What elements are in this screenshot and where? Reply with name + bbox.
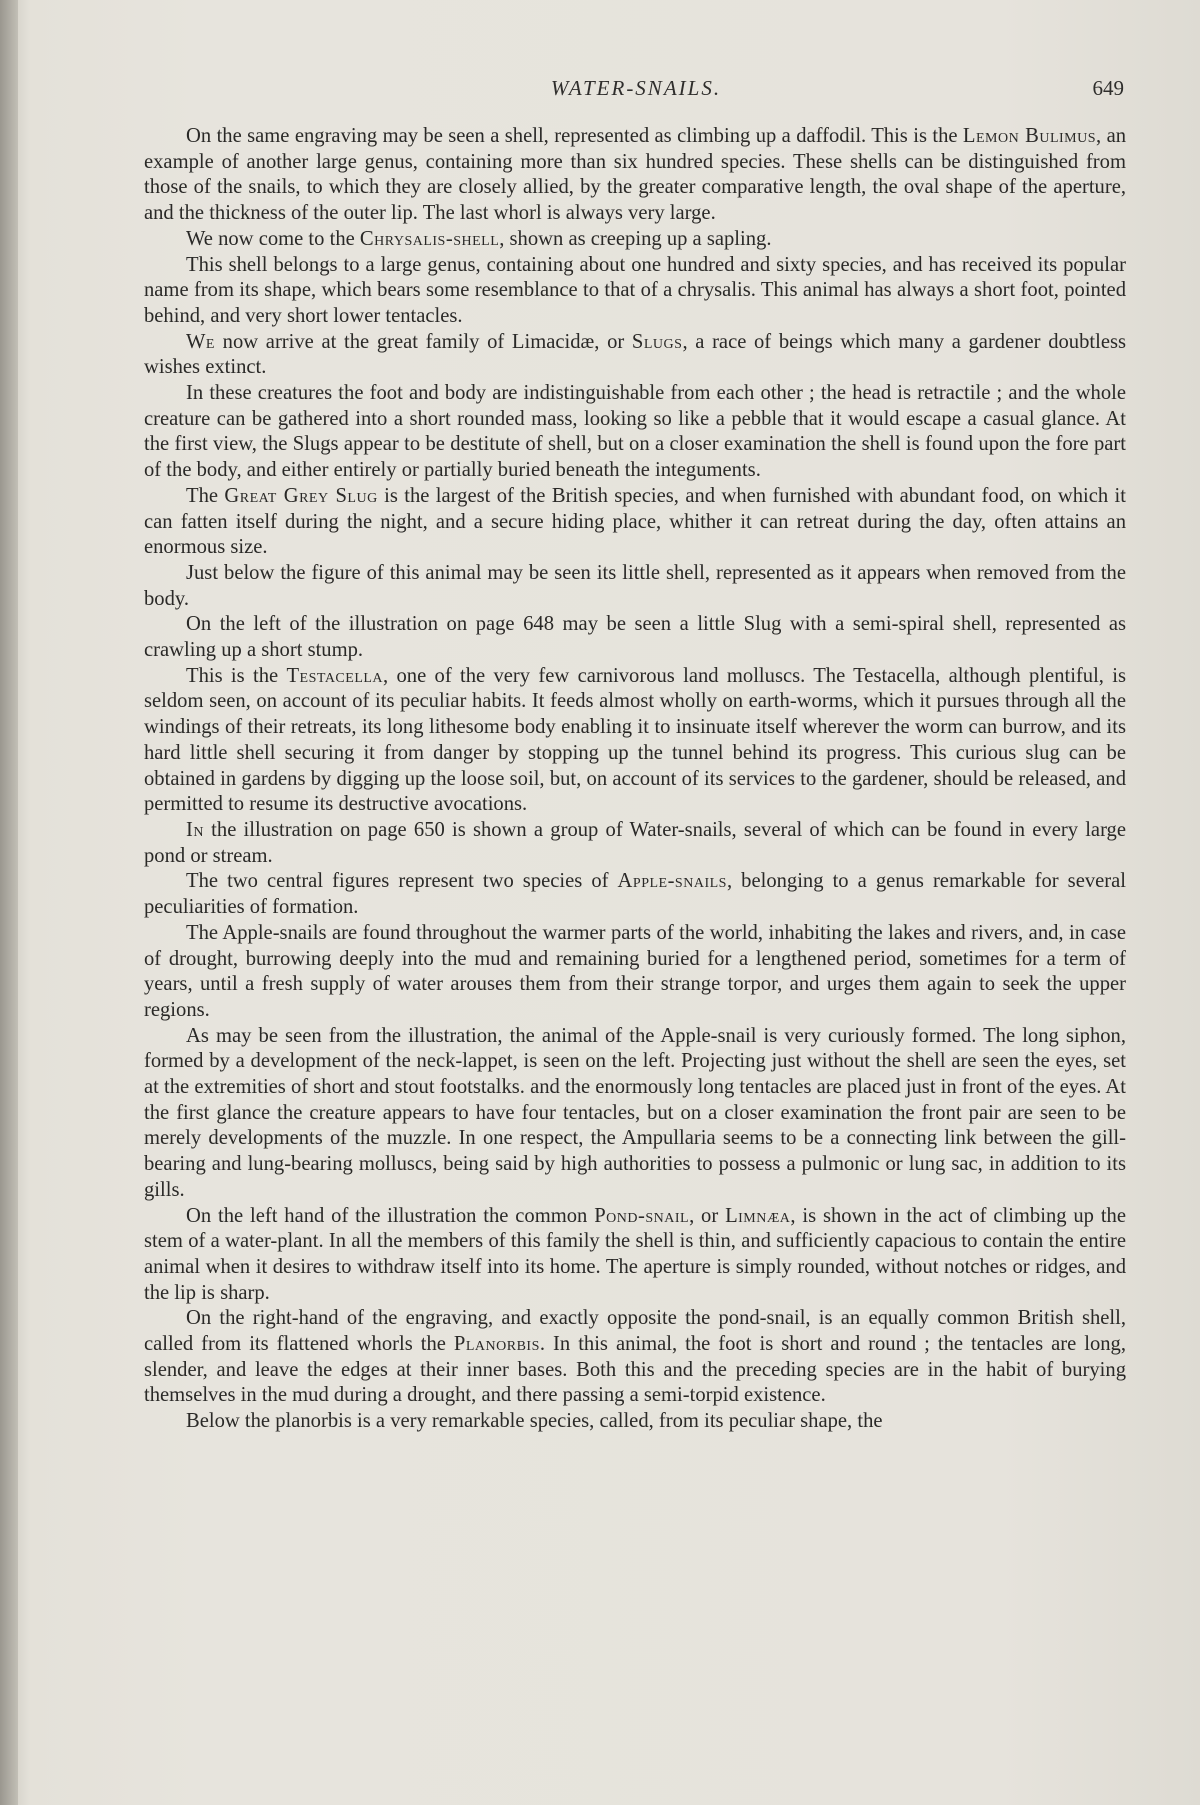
small-caps-term: We <box>186 330 215 353</box>
paragraph <box>144 818 1126 869</box>
paragraph <box>144 1306 1126 1409</box>
text-run: now arrive at the great family of Limacidæ, or <box>215 330 632 353</box>
small-caps-term: Chrysalis-shell <box>359 227 500 250</box>
text-run: This shell belongs to a large genus, containing about one hundred and sixty species, and has received its popular name from its shape, which bears some resemblance to that of a chrysalis. This animal has always a short foot, pointed behind, and very short lower tentacles. <box>144 253 1126 327</box>
text-run: The Apple-snails are found throughout the warmer parts of the world, inhabiting the lakes and rivers, and, in case of drought, burrowing deeply into the mud and remaining buried for a lengthened period, sometimes for a term of years, until a fresh supply of water arouses them from their strange torpor, and urges them again to seek the upper regions. <box>144 921 1126 1021</box>
text-run: On the left hand of the illustration the common <box>186 1204 595 1227</box>
text-run: Just below the figure of this animal may be seen its little shell, represented as it appears when removed from the body. <box>144 561 1126 610</box>
page-number: 649 <box>1092 76 1124 100</box>
small-caps-term: Apple-snails <box>617 870 727 893</box>
running-title: WATER-SNAILS. <box>550 76 722 100</box>
text-run: We now come to the <box>186 227 360 250</box>
page-header <box>140 76 1132 108</box>
paragraph <box>144 227 1126 253</box>
page-spine-shadow <box>0 0 18 1805</box>
paragraph <box>144 869 1126 920</box>
text-run: On the left of the illustration on page 648 may be seen a little Slug with a semi-spiral shell, represented as crawling up a short stump. <box>144 613 1126 662</box>
paragraph <box>144 381 1126 484</box>
paragraph <box>144 1409 1126 1435</box>
paragraph <box>144 484 1126 561</box>
text-run: The <box>186 484 225 507</box>
text-run: On the right-hand of the engraving, and exactly opposite the pond-snail, is an equally common British shell, called from its flattened whorls the <box>144 1307 1126 1356</box>
body-text <box>144 124 1126 1435</box>
text-run: Below the planorbis is a very remarkable species, called, from its peculiar shape, the <box>186 1410 883 1433</box>
small-caps-term: Testacella <box>286 664 384 687</box>
text-run: , one of the very few carnivorous land molluscs. The Testacella, although plentiful, is seldom seen, on account of its peculiar habits. It feeds almost wholly on earth-worms, which it pursues through all the windings of their retreats, its long lithesome body enabling it to insinuate itself wherever the worm can burrow, and its hard little shell securing it from danger by stopping up the tunnel behind its progress. This curious slug can be obtained in gardens by digging up the loose soil, but, on account of its services to the gardener, should be released, and permitted to resume its destructive avocations. <box>144 664 1127 816</box>
paragraph <box>144 561 1126 612</box>
paragraph <box>144 253 1126 330</box>
text-run: . In this animal, the foot is short and round ; the tentacles are long, slender, and leave the edges at their inner bases. Both this and the preceding species are in the habit of burying themselves in the mud during a drought, and there passing a semi-torpid existence. <box>144 1333 1126 1407</box>
paragraph <box>144 921 1126 1024</box>
text-run: On the same engraving may be seen a shell, represented as climbing up a daffodil. This is the <box>186 125 963 147</box>
text-run: This is the <box>186 664 287 687</box>
text-run: , belonging to a genus remarkable for several peculiarities of formation. <box>144 870 1126 919</box>
paragraph <box>144 612 1126 663</box>
text-run: is the largest of the British species, and when furnished with abundant food, on which it can fatten itself during the night, and a secure hiding place, whither it can retreat during the day, often attains an enormous size. <box>144 484 1126 559</box>
text-run: , or <box>689 1204 726 1227</box>
text-run: As may be seen from the illustration, the animal of the Apple-snail is very curiously formed. The long siphon, formed by a development of the neck-lappet, is seen on the left. Projecting just without the shell are seen the eyes, set at the extremities of short and stout footstalks. and the enormously long tentacles are placed just in front of the eyes. At the first glance the creature appears to have four tentacles, but on a closer examination the front pair are seen to be merely developments of the muzzle. In one respect, the Ampullaria seems to be a connecting link between the gill-bearing and lung-bearing molluscs, being said by high authorities to possess a pulmonic or lung sac, in addition to its gills. <box>144 1024 1126 1201</box>
small-caps-term: Planorbis <box>453 1333 540 1356</box>
text-run: The two central figures represent two species of <box>186 870 618 893</box>
small-caps-term: Lemon Bulimus <box>962 125 1097 147</box>
small-caps-term: In <box>186 818 204 841</box>
text-run: In these creatures the foot and body are indistinguishable from each other ; the head is retractile ; and the whole creature can be gathered into a short rounded mass, looking so like a pebble that it would escape a casual glance. At the first view, the Slugs appear to be destitute of shell, but on a closer examination the shell is found upon the fore part of the body, and either entirely or partially buried beneath the integuments. <box>144 382 1126 482</box>
text-run: , an example of another large genus, containing more than six hundred species. These shells can be distinguished from those of the snails, to which they are closely allied, by the greater comparative length, the oval shape of the aperture, and the thickness of the outer lip. The last whorl is always very large. <box>144 125 1127 225</box>
text-run: , is shown in the act of climbing up the stem of a water-plant. In all the members of this family the shell is thin, and sufficiently capacious to contain the entire animal when it desires to withdraw itself into its home. The aperture is simply rounded, without notches or ridges, and the lip is sharp. <box>144 1204 1126 1304</box>
paragraph <box>144 664 1126 818</box>
paragraph <box>144 1204 1126 1307</box>
text-run: , a race of beings which many a gardener doubtless wishes extinct. <box>144 330 1126 379</box>
paragraph <box>144 1024 1126 1204</box>
small-caps-term: Great Grey Slug <box>224 484 378 507</box>
small-caps-term: Pond-snail <box>594 1204 690 1227</box>
small-caps-term: Slugs <box>631 330 683 353</box>
paragraph <box>144 124 1126 227</box>
small-caps-term: Limnæa <box>725 1204 791 1227</box>
text-run: , shown as creeping up a sapling. <box>499 227 772 250</box>
text-run: the illustration on page 650 is shown a group of Water-snails, several of which can be found in every large pond or stream. <box>144 818 1126 867</box>
paragraph <box>144 330 1126 381</box>
